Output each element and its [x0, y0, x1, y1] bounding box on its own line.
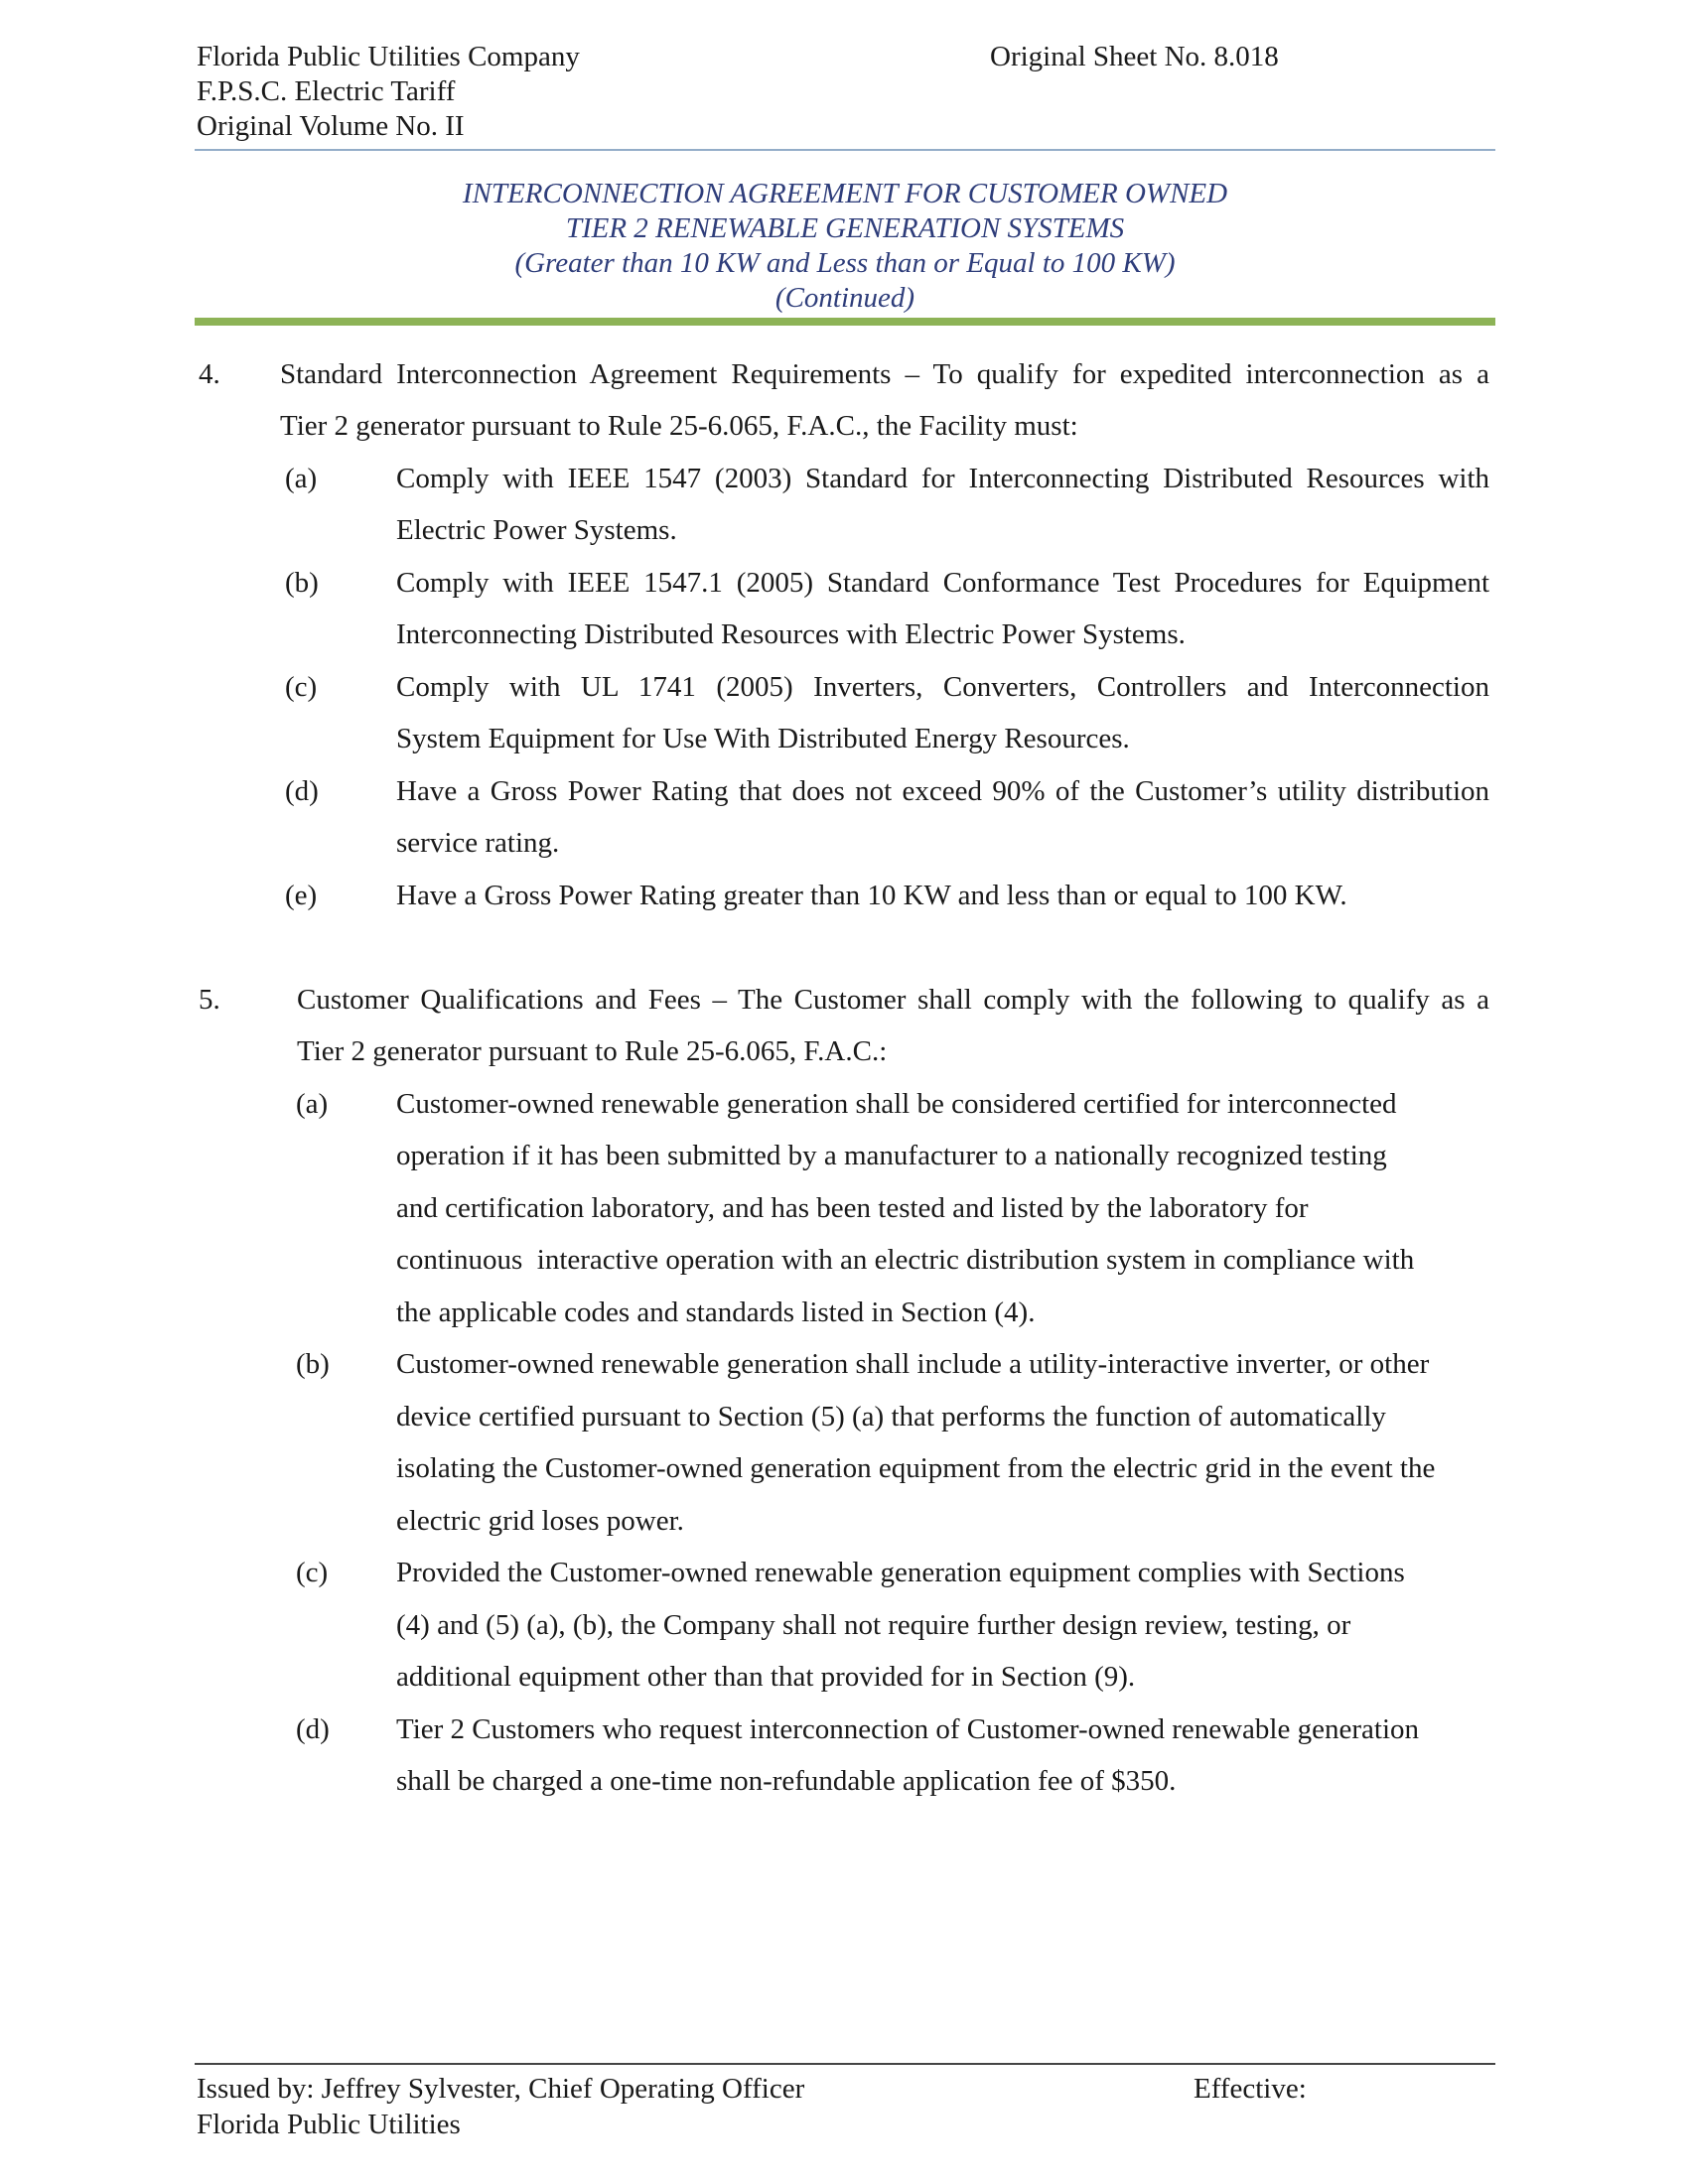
footer-organization: Florida Public Utilities [197, 2109, 461, 2140]
section-5-line-2: Tier 2 generator pursuant to Rule 25-6.065, F.A.C.: [297, 1035, 888, 1067]
section-5b-line-4: electric grid loses power. [396, 1505, 684, 1537]
section-4e-line-1: Have a Gross Power Rating greater than 10 KW and less than or equal to 100 KW. [396, 880, 1347, 911]
effective-label: Effective: [1194, 2073, 1307, 2105]
title-line-1: INTERCONNECTION AGREEMENT FOR CUSTOMER OWNED [462, 178, 1228, 209]
document-title [195, 177, 1495, 316]
title-line-2: TIER 2 RENEWABLE GENERATION SYSTEMS [565, 212, 1125, 244]
title-line-3: (Greater than 10 KW and Less than or Equal to 100 KW) [514, 247, 1176, 279]
section-5d-line-1: Tier 2 Customers who request interconnection of Customer-owned renewable generation [396, 1713, 1419, 1745]
section-5b-line-2: device certified pursuant to Section (5) (a) that performs the function of automatically [396, 1401, 1386, 1433]
section-5a-line-2: operation if it has been submitted by a manufacturer to a nationally recognized testing [396, 1140, 1387, 1171]
section-5-number: 5. [199, 984, 220, 1016]
section-4-line-2: Tier 2 generator pursuant to Rule 25-6.065, F.A.C., the Facility must: [280, 410, 1078, 442]
section-5a-label: (a) [296, 1088, 329, 1120]
section-5a-line-3: and certification laboratory, and has been tested and listed by the laboratory for [396, 1192, 1309, 1224]
header-left [197, 40, 580, 144]
section-5a-line-5: the applicable codes and standards listed in Section (4). [396, 1297, 1036, 1328]
section-5b-line-1: Customer-owned renewable generation shall include a utility-interactive inverter, or other [396, 1348, 1430, 1380]
section-5b-line-3: isolating the Customer-owned generation equipment from the electric grid in the event the [396, 1452, 1436, 1484]
issued-by: Issued by: Jeffrey Sylvester, Chief Operating Officer [197, 2073, 805, 2105]
tariff-name: F.P.S.C. Electric Tariff [197, 75, 456, 107]
section-4d-line-1: Have a Gross Power Rating that does not exceed 90% of the Customer’s utility distribution [396, 775, 1489, 807]
company-name: Florida Public Utilities Company [197, 41, 580, 72]
section-5a-line-1: Customer-owned renewable generation shall be considered certified for interconnected [396, 1088, 1397, 1120]
section-4a-line-1: Comply with IEEE 1547 (2003) Standard for Interconnecting Distributed Resources with [396, 463, 1489, 494]
section-4b-line-1: Comply with IEEE 1547.1 (2005) Standard Conformance Test Procedures for Equipment [396, 567, 1489, 599]
section-5c-line-1: Provided the Customer-owned renewable generation equipment complies with Sections [396, 1557, 1405, 1588]
header-divider [195, 149, 1495, 151]
section-5d-label: (d) [296, 1713, 330, 1745]
section-4c-line-1: Comply with UL 1741 (2005) Inverters, Converters, Controllers and Interconnection [396, 671, 1489, 703]
section-4b-line-2: Interconnecting Distributed Resources with Electric Power Systems. [396, 618, 1186, 650]
sheet-number: Original Sheet No. 8.018 [990, 41, 1279, 72]
section-5c-line-2: (4) and (5) (a), (b), the Company shall not require further design review, testing, or [396, 1609, 1351, 1641]
section-4d-label: (d) [285, 775, 319, 807]
footer-divider [195, 2063, 1495, 2065]
footer-left [197, 2071, 804, 2142]
section-4c-line-2: System Equipment for Use With Distributed Energy Resources. [396, 723, 1130, 754]
section-4c-label: (c) [285, 671, 318, 703]
section-5b-label: (b) [296, 1348, 330, 1380]
title-line-4: (Continued) [774, 282, 915, 314]
section-4d-line-2: service rating. [396, 827, 560, 859]
section-5c-line-3: additional equipment other than that provided for in Section (9). [396, 1661, 1136, 1693]
section-4b-label: (b) [285, 567, 319, 599]
section-5d-line-2: shall be charged a one-time non-refundable application fee of $350. [396, 1765, 1177, 1797]
title-divider [195, 318, 1495, 326]
section-4e-label: (e) [285, 880, 318, 911]
section-4-number: 4. [199, 358, 220, 390]
volume-name: Original Volume No. II [197, 110, 465, 142]
section-4-line-1: Standard Interconnection Agreement Requirements – To qualify for expedited interconnection as a [280, 358, 1489, 390]
section-4a-label: (a) [285, 463, 318, 494]
section-5c-label: (c) [296, 1557, 329, 1588]
section-5a-line-4: continuous interactive operation with an electric distribution system in compliance with [396, 1244, 1415, 1276]
section-4a-line-2: Electric Power Systems. [396, 514, 677, 546]
section-5-line-1: Customer Qualifications and Fees – The Customer shall comply with the following to qualify as a [297, 984, 1489, 1016]
